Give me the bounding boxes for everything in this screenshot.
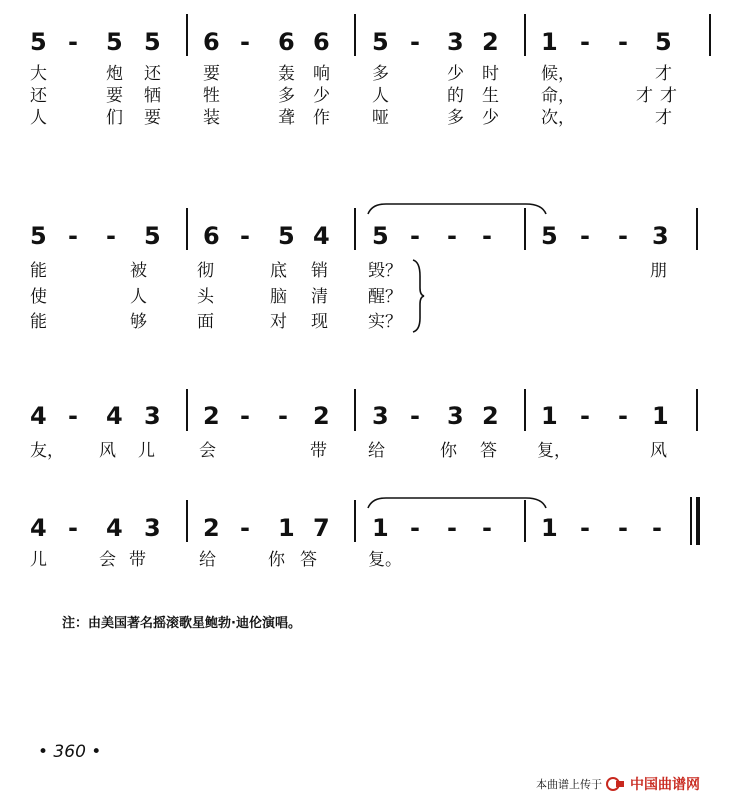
- lyric: 复。: [368, 550, 402, 570]
- note: 1: [541, 402, 558, 430]
- note: 3: [372, 402, 389, 430]
- note: -: [580, 514, 590, 542]
- note: -: [240, 28, 250, 56]
- note: 1: [278, 514, 295, 542]
- note: -: [580, 222, 590, 250]
- lyric: 会: [199, 441, 216, 461]
- note: -: [68, 514, 78, 542]
- lyric: 命，: [541, 86, 575, 106]
- lyric: 要: [144, 108, 161, 128]
- note: 4: [313, 222, 330, 250]
- barline: [186, 14, 188, 56]
- note: 3: [144, 514, 161, 542]
- note: -: [240, 222, 250, 250]
- note: -: [68, 222, 78, 250]
- note: -: [106, 222, 116, 250]
- note: 5: [372, 28, 389, 56]
- note: 3: [447, 28, 464, 56]
- lyric: 带: [129, 550, 146, 570]
- lyric: 炮: [106, 64, 123, 84]
- lyric: 销: [311, 261, 328, 281]
- barline: [354, 389, 356, 431]
- lyric: 实？: [368, 312, 402, 332]
- lyric: 响: [313, 64, 330, 84]
- lyric: 要: [106, 86, 123, 106]
- lyric: 答: [480, 441, 497, 461]
- lyric: 被: [130, 261, 147, 281]
- note: 4: [106, 402, 123, 430]
- lyric: 儿: [30, 550, 47, 570]
- lyric: 你: [268, 550, 285, 570]
- lyric: 作: [313, 108, 330, 128]
- lyric: 还: [144, 64, 161, 84]
- site-logo-icon: [606, 777, 626, 791]
- barline: [186, 208, 188, 250]
- lyric: 现: [311, 312, 328, 332]
- lyric: 底: [270, 261, 287, 281]
- barline: [696, 208, 698, 250]
- note: -: [482, 514, 492, 542]
- lyric: 人: [372, 86, 389, 106]
- lyric: 牺: [144, 86, 161, 106]
- note: 5: [30, 28, 47, 56]
- note: 5: [144, 28, 161, 56]
- note: -: [618, 222, 628, 250]
- note: 2: [482, 28, 499, 56]
- end-barline-thin: [690, 497, 692, 545]
- lyric: 面: [197, 312, 214, 332]
- lyric: 要: [203, 64, 220, 84]
- note: -: [410, 514, 420, 542]
- note: 4: [106, 514, 123, 542]
- note: -: [618, 28, 628, 56]
- lyric: 会: [99, 550, 116, 570]
- lyric: 给: [199, 550, 216, 570]
- lyric: 生: [482, 86, 499, 106]
- lyric: 人: [130, 287, 147, 307]
- lyric: 友，: [30, 441, 64, 461]
- note: -: [68, 402, 78, 430]
- lyric: 才: [655, 64, 672, 84]
- note: 2: [203, 402, 220, 430]
- note: -: [618, 514, 628, 542]
- credit-text: 本曲谱上传于: [536, 778, 602, 791]
- lyric: 对: [270, 312, 287, 332]
- note: 1: [541, 28, 558, 56]
- note: -: [652, 514, 662, 542]
- lyric: 够: [130, 312, 147, 332]
- lyric: 的: [447, 86, 464, 106]
- lyric: 大: [30, 64, 47, 84]
- credit: [536, 774, 700, 794]
- lyric: 时: [482, 64, 499, 84]
- note: 1: [541, 514, 558, 542]
- note: -: [410, 28, 420, 56]
- footnote: 注：由美国著名摇滚歌星鲍勃·迪伦演唱。: [62, 616, 301, 631]
- lyric: 牲: [203, 86, 220, 106]
- lyric: 次，: [541, 108, 575, 128]
- note: 4: [30, 514, 47, 542]
- lyric: 给: [368, 441, 385, 461]
- note: 6: [313, 28, 330, 56]
- lyric: 候，: [541, 64, 575, 84]
- lyric: 使: [30, 287, 47, 307]
- note: 5: [30, 222, 47, 250]
- barline: [186, 500, 188, 542]
- barline: [524, 389, 526, 431]
- lyric: 们: [106, 108, 123, 128]
- note: -: [410, 402, 420, 430]
- tie-arc: [366, 494, 548, 510]
- note: 2: [482, 402, 499, 430]
- lyric: 还: [30, 86, 47, 106]
- lyric: 醒？: [368, 287, 402, 307]
- lyric: 复，: [537, 441, 571, 461]
- lyric: 多: [447, 108, 464, 128]
- note: 5: [278, 222, 295, 250]
- lyric: 带: [310, 441, 327, 461]
- note: -: [618, 402, 628, 430]
- lyric: 轰: [278, 64, 295, 84]
- site-logo-text[interactable]: 中国曲谱网: [630, 777, 700, 793]
- lyric: 你: [440, 441, 457, 461]
- tie-arc: [366, 200, 548, 216]
- note: -: [447, 514, 457, 542]
- lyric: 人: [30, 108, 47, 128]
- lyric: 风: [99, 441, 116, 461]
- lyric: 儿: [138, 441, 155, 461]
- note: 4: [30, 402, 47, 430]
- lyric: 少: [313, 86, 330, 106]
- note: 3: [447, 402, 464, 430]
- barline: [709, 14, 711, 56]
- note: -: [278, 402, 288, 430]
- note: 6: [203, 28, 220, 56]
- lyric: 头: [197, 287, 214, 307]
- lyric: 彻: [197, 261, 214, 281]
- barline: [696, 389, 698, 431]
- lyric: 能: [30, 312, 47, 332]
- page-number: • 360 •: [38, 742, 102, 762]
- lyric: 才: [660, 86, 677, 106]
- note: -: [68, 28, 78, 56]
- barline: [354, 208, 356, 250]
- lyric: 哑: [372, 108, 389, 128]
- lyric: 才: [636, 86, 653, 106]
- lyric: 清: [311, 287, 328, 307]
- lyric: 毁？: [368, 261, 402, 281]
- note: -: [580, 28, 590, 56]
- lyric: 脑: [270, 287, 287, 307]
- lyric: 风: [650, 441, 667, 461]
- note: 5: [541, 222, 558, 250]
- barline: [354, 14, 356, 56]
- note: 1: [372, 514, 389, 542]
- note: -: [410, 222, 420, 250]
- barline: [186, 389, 188, 431]
- end-barline-thick: [696, 497, 700, 545]
- note: 5: [106, 28, 123, 56]
- note: 2: [203, 514, 220, 542]
- note: 5: [655, 28, 672, 56]
- lyric: 少: [447, 64, 464, 84]
- note: -: [447, 222, 457, 250]
- note: 3: [652, 222, 669, 250]
- note: 6: [278, 28, 295, 56]
- note: 2: [313, 402, 330, 430]
- note: 5: [372, 222, 389, 250]
- note: -: [580, 402, 590, 430]
- lyric: 才: [655, 108, 672, 128]
- barline: [524, 14, 526, 56]
- lyric: 装: [203, 108, 220, 128]
- brace: [410, 258, 426, 334]
- lyric: 答: [300, 550, 317, 570]
- lyric: 少: [482, 108, 499, 128]
- lyric: 朋: [650, 261, 667, 281]
- barline: [354, 500, 356, 542]
- lyric: 能: [30, 261, 47, 281]
- note: -: [482, 222, 492, 250]
- lyric: 多: [372, 64, 389, 84]
- note: 6: [203, 222, 220, 250]
- note: 5: [144, 222, 161, 250]
- note: 1: [652, 402, 669, 430]
- lyric: 多: [278, 86, 295, 106]
- note: 7: [313, 514, 330, 542]
- lyric: 聋: [278, 108, 295, 128]
- note: -: [240, 402, 250, 430]
- note: 3: [144, 402, 161, 430]
- note: -: [240, 514, 250, 542]
